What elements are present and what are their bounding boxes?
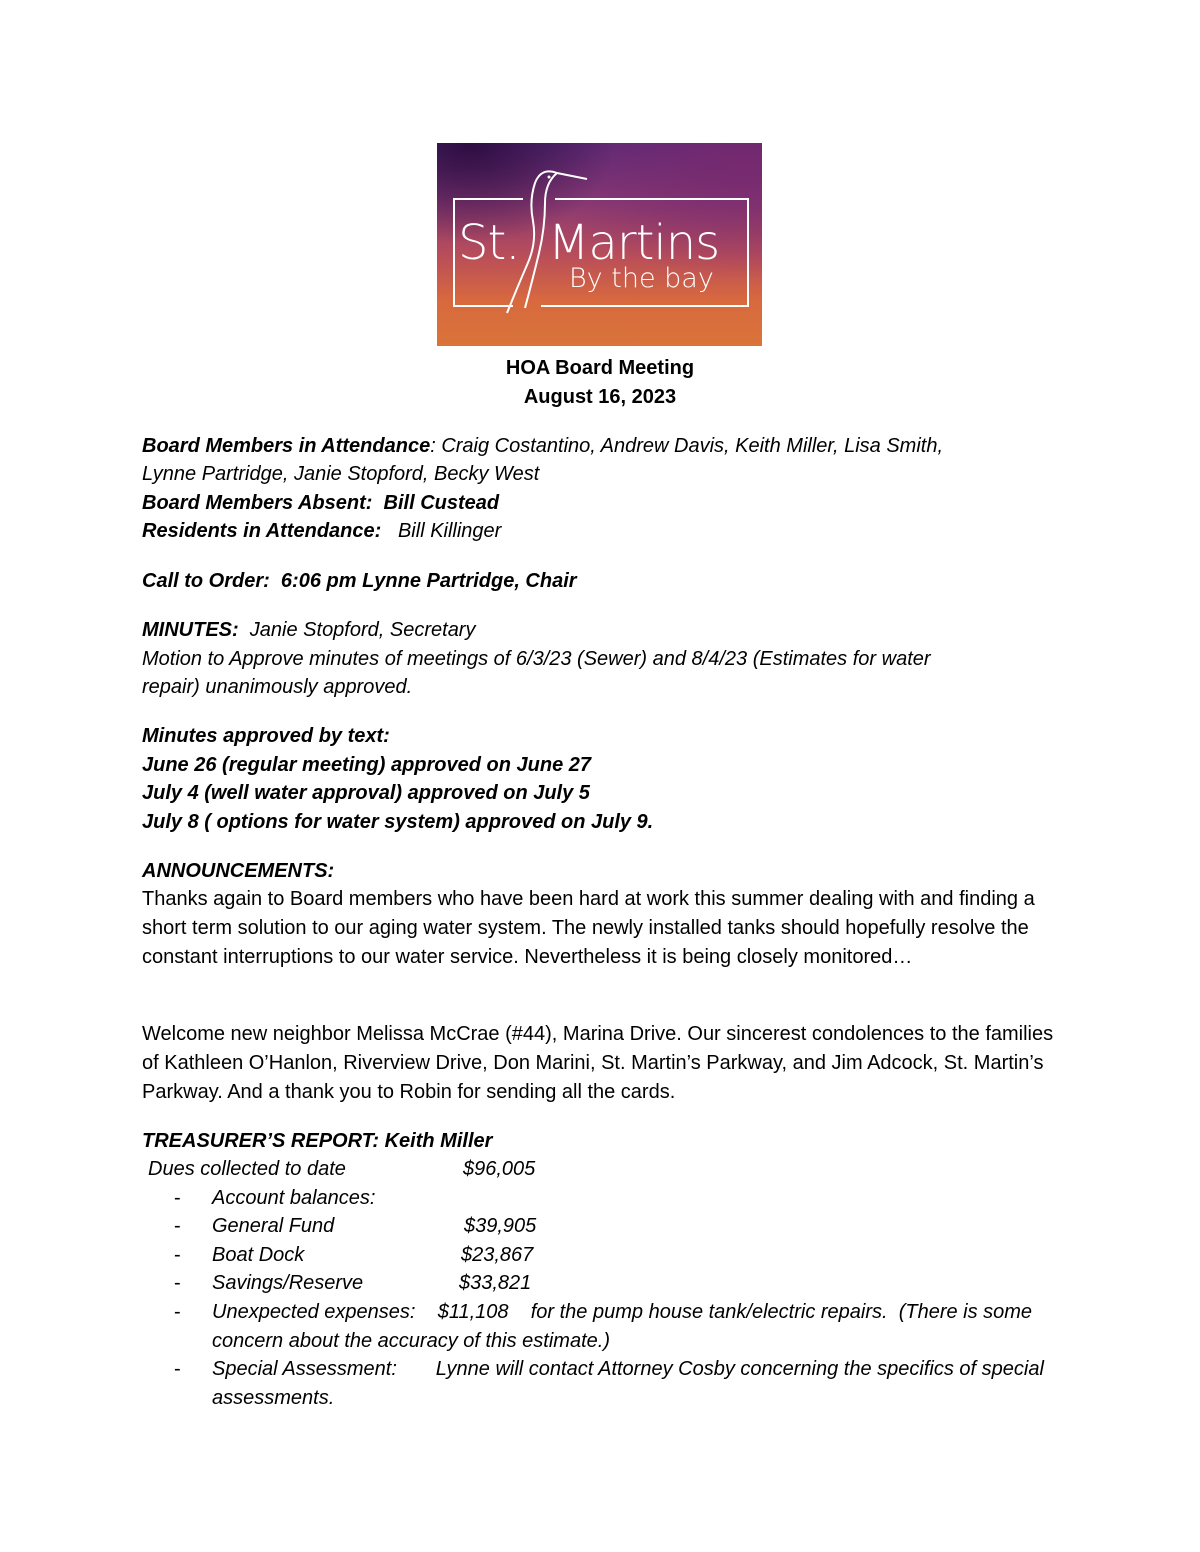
board-members-absent xyxy=(142,489,499,517)
attendance-label: Board Members in Attendance xyxy=(142,435,431,457)
residents-value: Bill Killinger xyxy=(397,520,502,542)
announcements-paragraph-2: Welcome new neighbor Melissa McCrae (#44), Marina Drive. Our sincerest condolences to the families of Kathleen O’Hanlon, Riverview Drive, Don Marini, St. Martin’s Parkway, and Jim Adcock, St. Martin’s Parkway. And a thank you to Robin for sending all the cards. xyxy=(142,1023,1054,1103)
account-balances-label: Account balances: xyxy=(212,1187,376,1209)
boat-dock-label: Boat Dock xyxy=(212,1244,305,1266)
minutes-by-text-heading: Minutes approved by text: xyxy=(142,725,390,747)
attendance-list-line1: : Craig Costantino, Andrew Davis, Keith Miller, Lisa Smith, xyxy=(430,435,943,457)
st-martins-logo xyxy=(437,143,762,346)
call-to-order xyxy=(142,567,577,595)
logo-wordmark-st: St. xyxy=(458,215,520,271)
general-fund-label: General Fund xyxy=(212,1215,335,1237)
minutes-by-text-item: June 26 (regular meeting) approved on June 27 xyxy=(142,754,592,776)
logo-wordmark-martins: Martins xyxy=(548,215,720,271)
minutes-section xyxy=(142,616,475,644)
attendance-list-line2: Lynne Partridge, Janie Stopford, Becky West xyxy=(142,463,540,485)
minutes-secretary: Janie Stopford, Secretary xyxy=(249,619,476,641)
list-bullet: - xyxy=(174,1301,181,1323)
logo-tagline: By the bay xyxy=(569,263,714,294)
call-to-order-value: 6:06 pm Lynne Partridge, Chair xyxy=(280,570,577,592)
dues-label: Dues collected to date xyxy=(148,1158,346,1180)
residents-attendance xyxy=(142,517,501,545)
document-title: HOA Board Meeting xyxy=(505,357,695,379)
list-bullet: - xyxy=(174,1187,181,1209)
unexpected-expenses-item: Unexpected expenses: $11,108 for the pump house tank/electric repairs. (There is some concern about the accuracy of this estimate.) xyxy=(212,1301,1038,1352)
announcements-heading: ANNOUNCEMENTS: xyxy=(142,860,335,882)
meeting-date: August 16, 2023 xyxy=(523,386,677,408)
special-assessment-item: Special Assessment: Lynne will contact Attorney Cosby concerning the specifics of special assessments. xyxy=(212,1358,1050,1409)
list-bullet: - xyxy=(174,1215,181,1237)
minutes-by-text-item: July 4 (well water approval) approved on July 5 xyxy=(142,782,590,804)
absent-value: Bill Custead xyxy=(383,492,500,514)
treasurer-heading: TREASURER’S REPORT: Keith Miller xyxy=(142,1130,493,1152)
savings-reserve-value: $33,821 xyxy=(459,1272,532,1294)
list-bullet: - xyxy=(174,1244,181,1266)
residents-label: Residents in Attendance: xyxy=(142,520,382,542)
board-members-attendance xyxy=(142,432,943,460)
absent-label: Board Members Absent: xyxy=(142,492,373,514)
minutes-label: MINUTES: xyxy=(142,619,239,641)
minutes-by-text-item: July 8 ( options for water system) approved on July 9. xyxy=(142,811,654,833)
minutes-motion-line1: Motion to Approve minutes of meetings of 6/3/23 (Sewer) and 8/4/23 (Estimates for water xyxy=(142,648,931,670)
call-to-order-label: Call to Order: xyxy=(142,570,270,592)
list-bullet: - xyxy=(174,1272,181,1294)
announcements-paragraph-1: Thanks again to Board members who have been hard at work this summer dealing with and finding a short term solution to our aging water system. The newly installed tanks should hopefully resolve the constant interruptions to our water service. Nevertheless it is being closely monitored… xyxy=(142,888,1035,968)
list-bullet: - xyxy=(174,1358,181,1380)
minutes-motion-line2: repair) unanimously approved. xyxy=(142,676,413,698)
savings-reserve-label: Savings/Reserve xyxy=(212,1272,364,1294)
dues-value: $96,005 xyxy=(463,1158,536,1180)
boat-dock-value: $23,867 xyxy=(461,1244,534,1266)
general-fund-value: $39,905 xyxy=(464,1215,537,1237)
